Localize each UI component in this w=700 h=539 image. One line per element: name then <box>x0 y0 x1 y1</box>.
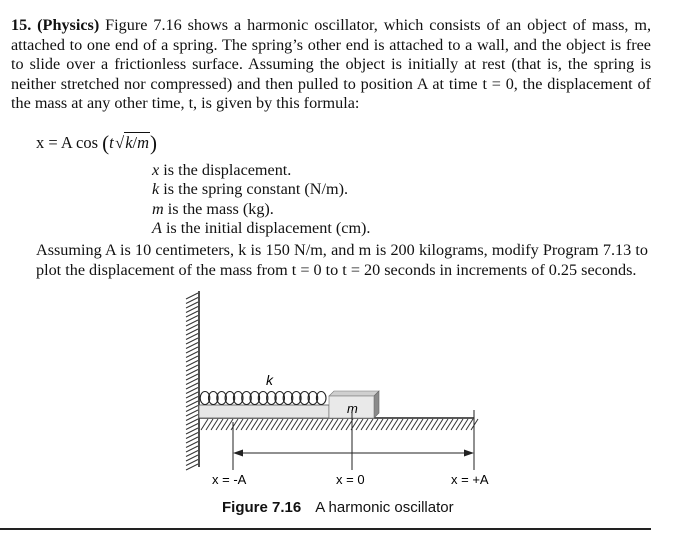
definition-symbol: A <box>152 219 162 238</box>
definition-symbol: k <box>152 180 160 199</box>
definition-symbol: m <box>152 199 164 218</box>
task-paragraph: Assuming A is 10 centimeters, k is 150 N/m, and m is 200 kilograms, modify Program 7.13 to plot the displacement of the mass from t = 0 to t = 20 seconds in increments of 0.25 seconds. <box>36 241 648 279</box>
floor <box>199 418 478 430</box>
definition-text: is the displacement. <box>163 161 292 179</box>
formula-sqrt-num: k <box>125 133 133 152</box>
label-zero: x = 0 <box>336 472 365 487</box>
mass-top-face <box>329 391 379 396</box>
problem-topic: (Physics) <box>37 16 100 34</box>
spring-constant-label: k <box>266 372 273 388</box>
mass-side-face <box>374 391 379 418</box>
mass-block <box>329 391 379 418</box>
formula-lhs: x = A cos <box>36 133 99 152</box>
wall-hatch <box>186 293 198 470</box>
problem-text: Figure 7.16 shows a harmonic oscillator, which consists of an object of mass, m, attached to one end of a spring. The spring’s other end is attached to a wall, and the object is free to slide over a frictionless surface. Assuming the object is initially at rest (that is, the spring is neither stretched nor compressed) and then pulled to position A at time t = 0, the displacement of the mass at any other time, t, is given by this formula: <box>11 16 652 112</box>
label-pos-a: x = +A <box>451 472 489 487</box>
definition-text: is the spring constant (N/m). <box>163 180 349 199</box>
figure-caption <box>222 499 454 516</box>
label-neg-a: x = -A <box>212 472 247 487</box>
formula-sqrt-den: m <box>137 133 150 152</box>
floor-hatch <box>201 419 478 430</box>
caption-text: A harmonic oscillator <box>315 499 454 516</box>
formula-open-paren: ( <box>102 131 110 155</box>
spring-coils <box>200 392 326 405</box>
definition-symbol: x <box>152 161 160 179</box>
formula-t: t <box>109 133 114 152</box>
position-axis <box>212 410 489 487</box>
page-divider <box>0 528 651 530</box>
caption-label: Figure 7.16 <box>222 499 302 516</box>
axis-arrow-left <box>233 450 243 457</box>
spring <box>199 392 329 419</box>
axis-arrow-right <box>464 450 474 457</box>
spring-base <box>199 405 329 418</box>
formula-sqrt-sign: √ <box>115 133 125 152</box>
formula-close-paren: ) <box>150 131 158 155</box>
wall <box>186 291 199 470</box>
definition-text: is the initial displacement (cm). <box>165 219 371 238</box>
problem-number: 15. <box>11 16 32 34</box>
mass-label: m <box>347 401 358 416</box>
formula-radicand: k/m <box>125 133 150 152</box>
definition-text: is the mass (kg). <box>167 199 274 218</box>
